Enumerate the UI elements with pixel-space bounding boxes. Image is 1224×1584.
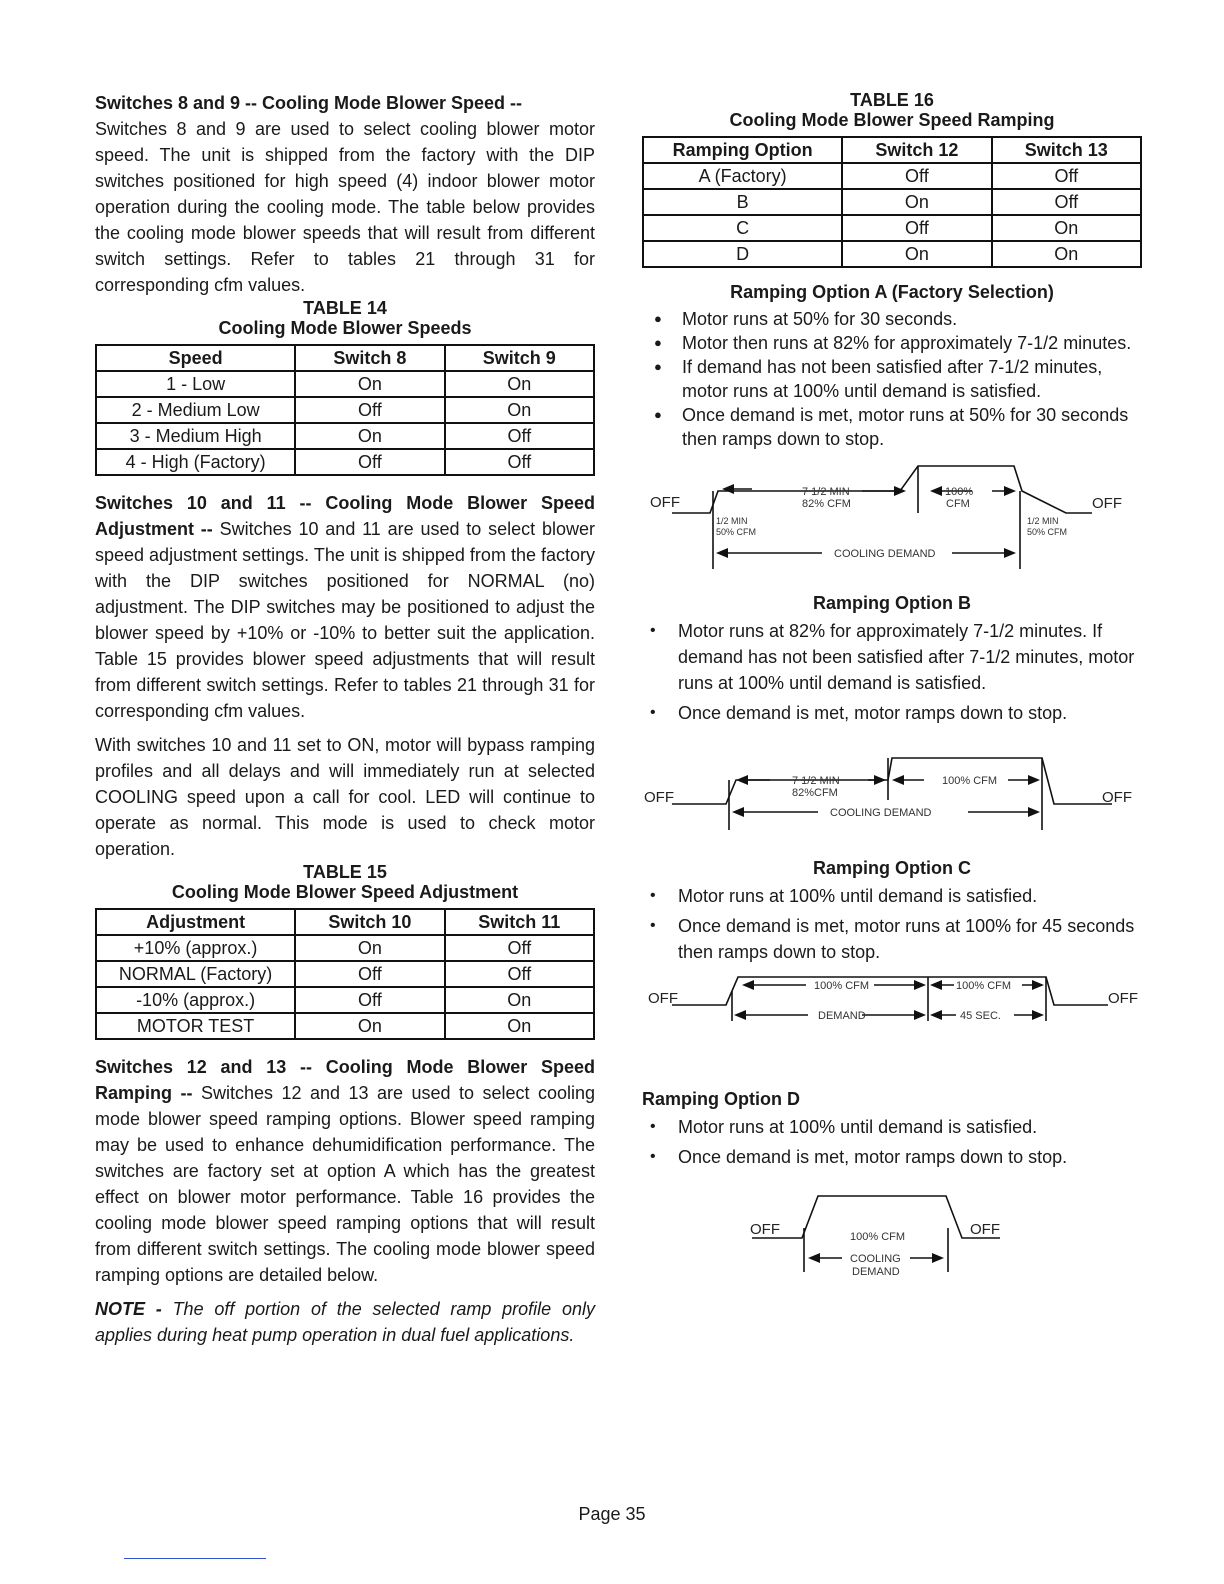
motor-test-paragraph: With switches 10 and 11 set to ON, motor will bypass ramping profiles and all delays and will immediately run at selected COOLING speed upon a call for cool. LED will continue to operate as normal. This mode is used to check motor operation.	[95, 735, 595, 859]
table-cell: C	[643, 215, 842, 241]
label-82cfm: 82% CFM	[802, 498, 851, 510]
table-cell: A (Factory)	[643, 163, 842, 189]
note-label: NOTE -	[95, 1299, 162, 1319]
left-column	[95, 90, 595, 1348]
list-item: ● Once demand is met, motor runs at 50% for 30 seconds then ramps down to stop.	[642, 403, 1142, 451]
table-row	[643, 163, 1141, 189]
page-number: Page 35	[578, 1504, 646, 1524]
switches-8-9-paragraph	[95, 90, 595, 298]
ramp-diagram-c	[642, 969, 1142, 1031]
label-100: 100%	[945, 486, 974, 498]
label-cooling-demand: COOLING DEMAND	[834, 548, 936, 560]
option-c-list	[642, 883, 1142, 965]
table-cell: On	[295, 935, 444, 961]
label-off-right: OFF	[1108, 990, 1138, 1007]
option-a-list	[642, 307, 1142, 451]
table-14	[95, 344, 595, 476]
table-row	[96, 371, 594, 397]
list-item: • Once demand is met, motor ramps down to stop.	[642, 1144, 1142, 1170]
label-demand: DEMAND	[852, 1266, 900, 1278]
table-row	[643, 241, 1141, 267]
section-heading: Switches 12 and 13 -- Cooling Mode Blower Speed Ramping --	[95, 1057, 595, 1103]
column-header: Speed	[96, 345, 295, 371]
paragraph-text: Switches 10 and 11 are used to select blower speed adjustment settings. The unit is shipped from the factory with the DIP switches positioned for NORMAL (no) adjustment. The DIP switches may be positioned to adjust the blower speed by +10% or -10% to better suit the application. Table 15 provides blower speed adjustments that will result from different switch settings. Refer to tables 21 through 31 for corresponding cfm values.	[95, 519, 595, 721]
column-header: Switch 9	[445, 345, 594, 371]
list-item: ● Motor runs at 50% for 30 seconds.	[642, 307, 1142, 331]
option-a-title: Ramping Option A (Factory Selection)	[730, 282, 1054, 302]
table-row	[96, 423, 594, 449]
column-header: Switch 11	[445, 909, 594, 935]
table-15-title: TABLE 15	[303, 862, 387, 882]
column-header: Adjustment	[96, 909, 295, 935]
list-item: • Motor runs at 82% for approximately 7-1/2 minutes. If demand has not been satisfied after 7-1/2 minutes, motor runs at 100% until demand is satisfied.	[642, 618, 1142, 696]
column-header: Switch 8	[295, 345, 444, 371]
table-cell: On	[992, 241, 1141, 267]
column-header: Switch 10	[295, 909, 444, 935]
table-cell: Off	[295, 961, 444, 987]
label-50cfm-left: 50% CFM	[716, 527, 757, 537]
list-item: • Once demand is met, motor ramps down to stop.	[642, 700, 1142, 726]
table-cell: Off	[445, 449, 594, 475]
paragraph-text: Switches 8 and 9 are used to select cooling blower motor speed. The unit is shipped from the factory with the DIP switches positioned for high speed (4) indoor blower motor operation during the cooling mode. The table below provides the cooling mode blower speeds that will result from different switch settings. Refer to tables 21 through 31 for corresponding cfm values.	[95, 119, 595, 295]
label-half-min-right: 1/2 MIN	[1027, 516, 1059, 526]
table-row	[96, 935, 594, 961]
table-header-row	[643, 137, 1141, 163]
label-7-5-min: 7 1/2 MIN	[792, 775, 840, 787]
table-cell: -10% (approx.)	[96, 987, 295, 1013]
option-b-title: Ramping Option B	[813, 593, 971, 613]
list-item: • Motor runs at 100% until demand is satisfied.	[642, 883, 1142, 909]
table-cell: On	[295, 1013, 444, 1039]
table-16	[642, 136, 1142, 268]
table-cell: On	[842, 189, 991, 215]
table-cell: B	[643, 189, 842, 215]
column-header: Switch 12	[842, 137, 991, 163]
label-cooling-demand: COOLING DEMAND	[830, 807, 932, 819]
label-cfm: CFM	[946, 498, 970, 510]
table-cell: On	[445, 371, 594, 397]
table-cell: NORMAL (Factory)	[96, 961, 295, 987]
label-7-5-min: 7 1/2 MIN	[802, 486, 850, 498]
label-off-left: OFF	[650, 494, 680, 511]
label-demand: DEMAND	[818, 1010, 866, 1022]
table-cell: 4 - High (Factory)	[96, 449, 295, 475]
table-cell: Off	[992, 163, 1141, 189]
ramp-diagram-a	[642, 461, 1142, 571]
ramp-diagram-b	[642, 744, 1142, 834]
label-off-left: OFF	[644, 789, 674, 806]
option-b-list	[642, 618, 1142, 726]
table-cell: 1 - Low	[96, 371, 295, 397]
table-cell: On	[992, 215, 1141, 241]
label-off-right: OFF	[970, 1221, 1000, 1238]
table-cell: On	[295, 423, 444, 449]
label-100cfm: 100% CFM	[850, 1231, 906, 1243]
switches-12-13-paragraph	[95, 1054, 595, 1288]
label-half-min-left: 1/2 MIN	[716, 516, 748, 526]
table-cell: Off	[295, 397, 444, 423]
table-16-caption: Cooling Mode Blower Speed Ramping	[729, 110, 1055, 130]
table-row	[96, 449, 594, 475]
table-15-caption: Cooling Mode Blower Speed Adjustment	[171, 882, 519, 902]
table-cell: Off	[295, 449, 444, 475]
label-off-left: OFF	[648, 990, 678, 1007]
table-row	[96, 961, 594, 987]
label-off-right: OFF	[1102, 789, 1132, 806]
note-paragraph	[95, 1296, 595, 1348]
paragraph-text: Switches 12 and 13 are used to select cooling mode blower speed ramping options. Blower speed ramping may be used to enhance dehumidification performance. The switches are factory set at option A which has the greatest effect on blower motor performance. Table 16 provides the cooling mode blower speed ramping options that will result from different switch settings. The cooling mode blower speed ramping options are detailed below.	[95, 1083, 595, 1285]
label-off-left: OFF	[750, 1221, 780, 1238]
table-cell: On	[842, 241, 991, 267]
table-cell: +10% (approx.)	[96, 935, 295, 961]
section-heading: Switches 10 and 11 -- Cooling Mode Blower Speed Adjustment --	[95, 493, 595, 539]
table-cell: On	[445, 987, 594, 1013]
label-off-right: OFF	[1092, 495, 1122, 512]
table-header-row	[96, 345, 594, 371]
label-100cfm: 100% CFM	[942, 775, 998, 787]
label-82cfm: 82%CFM	[792, 787, 838, 799]
table-row	[96, 397, 594, 423]
option-d-list	[642, 1114, 1142, 1170]
table-14-caption: Cooling Mode Blower Speeds	[218, 318, 472, 338]
right-column	[642, 90, 1142, 1278]
option-d-title: Ramping Option D	[642, 1089, 800, 1109]
list-item: • Once demand is met, motor runs at 100% for 45 seconds then ramps down to stop.	[642, 913, 1142, 965]
ramp-diagram-d	[642, 1188, 1142, 1278]
table-cell: 3 - Medium High	[96, 423, 295, 449]
section-heading: Switches 8 and 9 -- Cooling Mode Blower Speed --	[95, 93, 523, 113]
column-header: Switch 13	[992, 137, 1141, 163]
label-45-sec: 45 SEC.	[960, 1010, 1001, 1022]
label-cooling: COOLING	[850, 1253, 901, 1265]
option-c-title: Ramping Option C	[813, 858, 971, 878]
table-16-title: TABLE 16	[850, 90, 934, 110]
table-row	[643, 215, 1141, 241]
label-100cfm-2: 100% CFM	[956, 980, 1012, 992]
note-text: The off portion of the selected ramp profile only applies during heat pump operation in dual fuel applications.	[95, 1299, 595, 1345]
table-cell: MOTOR TEST	[96, 1013, 295, 1039]
table-cell: Off	[842, 215, 991, 241]
label-100cfm-1: 100% CFM	[814, 980, 870, 992]
list-item: • Motor runs at 100% until demand is satisfied.	[642, 1114, 1142, 1140]
table-cell: On	[445, 397, 594, 423]
table-cell: On	[445, 1013, 594, 1039]
table-cell: Off	[992, 189, 1141, 215]
table-14-title: TABLE 14	[303, 298, 387, 318]
table-row	[643, 189, 1141, 215]
switches-10-11-paragraph	[95, 490, 595, 724]
table-cell: On	[295, 371, 444, 397]
table-cell: Off	[445, 423, 594, 449]
footer-rule	[124, 1558, 266, 1559]
table-cell: D	[643, 241, 842, 267]
table-row	[96, 987, 594, 1013]
list-item: ● If demand has not been satisfied after 7-1/2 minutes, motor runs at 100% until demand is satisfied.	[642, 355, 1142, 403]
table-row	[96, 1013, 594, 1039]
table-cell: Off	[842, 163, 991, 189]
column-header: Ramping Option	[643, 137, 842, 163]
label-50cfm-right: 50% CFM	[1027, 527, 1068, 537]
table-header-row	[96, 909, 594, 935]
table-cell: 2 - Medium Low	[96, 397, 295, 423]
table-cell: Off	[295, 987, 444, 1013]
table-cell: Off	[445, 961, 594, 987]
table-15	[95, 908, 595, 1040]
list-item: ● Motor then runs at 82% for approximately 7-1/2 minutes.	[642, 331, 1142, 355]
table-cell: Off	[445, 935, 594, 961]
